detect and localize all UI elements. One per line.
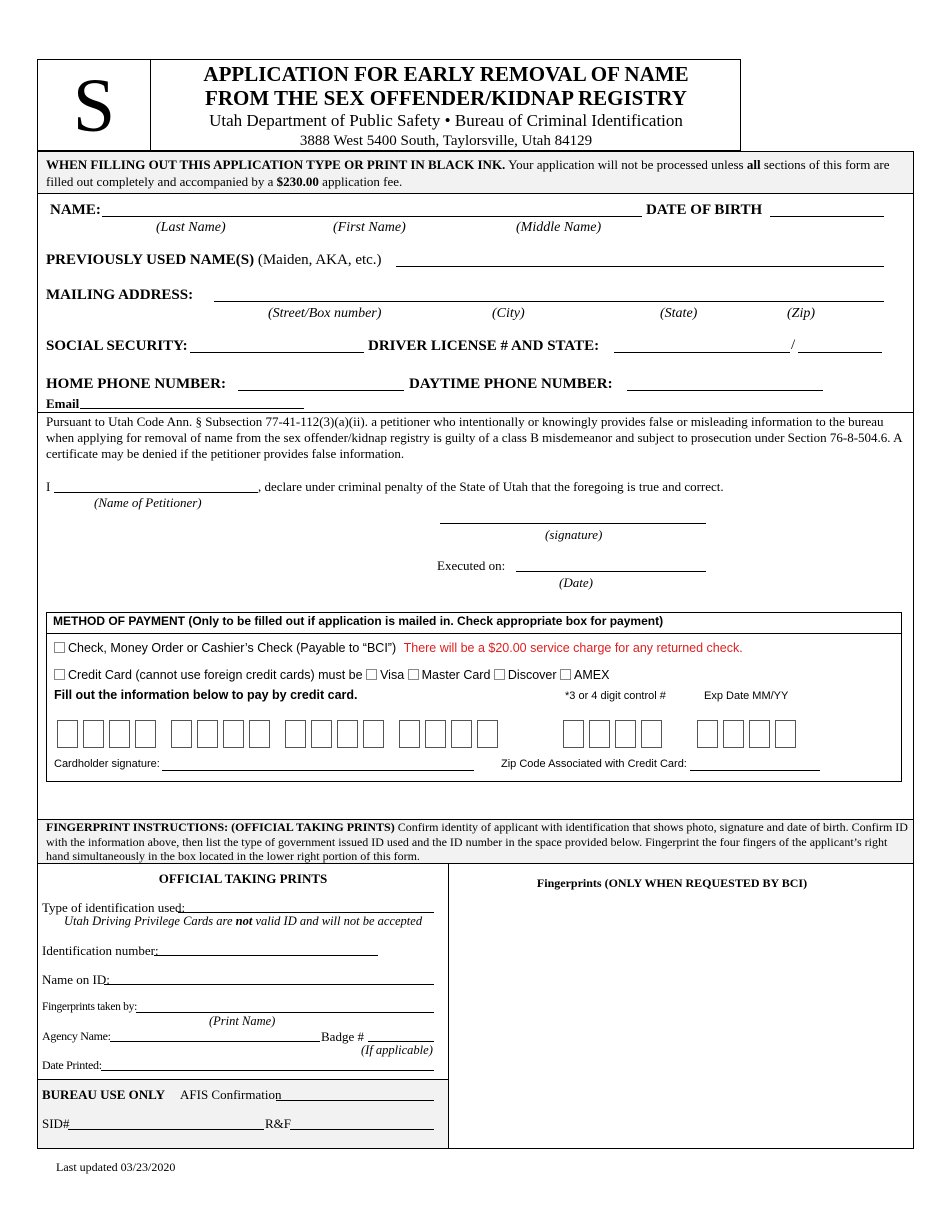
notice-text-a: Your application will not be processed unless xyxy=(505,157,747,172)
taken-by-label: Fingerprints taken by: xyxy=(42,1001,137,1013)
declare-text: , declare under criminal penalty of the State of Utah that the foregoing is true and correct. xyxy=(258,479,724,494)
day-phone-label: DAYTIME PHONE NUMBER: xyxy=(409,376,613,392)
last-updated: Last updated 03/23/2020 xyxy=(56,1160,176,1174)
visa-checkbox[interactable] xyxy=(366,669,377,680)
taken-by-field[interactable] xyxy=(136,1012,434,1013)
notice-text-b: sections of this form are filled out completely and accompanied by a xyxy=(46,157,890,189)
applicant-divider xyxy=(38,412,913,413)
date-printed-label: Date Printed: xyxy=(42,1058,102,1072)
if-applicable-caption: (If applicable) xyxy=(361,1043,433,1057)
card-zip-field[interactable] xyxy=(690,770,820,771)
dl-number-field[interactable] xyxy=(614,352,790,353)
middle-name-caption: (Middle Name) xyxy=(516,220,602,235)
card-number-digit[interactable] xyxy=(135,720,156,748)
last-name-text: Last Name xyxy=(160,220,221,235)
agency-label: Agency Name: xyxy=(42,1029,111,1043)
city-caption: (City) xyxy=(492,306,525,321)
home-phone-field[interactable] xyxy=(238,390,404,391)
cvv-label: *3 or 4 digit control # xyxy=(565,690,666,702)
check-warning: There will be a $20.00 service charge for any returned check. xyxy=(403,641,743,655)
prev-names-hint: (Maiden, AKA, etc.) xyxy=(257,252,382,268)
mailing-label: MAILING ADDRESS: xyxy=(46,287,194,303)
card-number-digit[interactable] xyxy=(83,720,104,748)
badge-field[interactable] xyxy=(368,1041,434,1042)
date-caption: (Date) xyxy=(559,575,593,590)
card-number-digit[interactable] xyxy=(249,720,270,748)
print-name-caption: (Print Name) xyxy=(209,1014,276,1028)
mastercard-checkbox[interactable] xyxy=(408,669,419,680)
official-divider xyxy=(448,864,449,1149)
card-number-digit[interactable] xyxy=(171,720,192,748)
fp-instructions-text: Confirm identity of applicant with identification that shows photo, signature and date of birth. Confirm ID with the information above, then list the type of government issued ID used and the ID number in the space provided below. Fingerprint the four fingers of the applicant’s right hand simultaneously in the box located in the lower right portion of this form. xyxy=(46,820,908,863)
id-number-field[interactable] xyxy=(154,955,378,956)
cardholder-label: Cardholder signature: xyxy=(54,758,160,770)
dob-label: DATE OF BIRTH xyxy=(646,202,763,218)
card-number-digit[interactable] xyxy=(451,720,472,748)
notice-text xyxy=(46,156,906,190)
mailing-label-text: MAILING ADDRESS xyxy=(46,287,189,303)
first-name-text: First Name xyxy=(337,220,402,235)
petitioner-caption: (Name of Petitioner) xyxy=(94,495,202,510)
cardholder-signature-field[interactable] xyxy=(162,770,474,771)
id-number-label: Identification number: xyxy=(42,943,159,958)
card-number-digit[interactable] xyxy=(57,720,78,748)
ssn-label: SOCIAL SECURITY: xyxy=(46,338,188,354)
agency-address: 3888 West 5400 South, Taylorsville, Utah 84129 xyxy=(299,133,593,149)
check-label: Check, Money Order or Cashier’s Check (Payable to “BCI”) xyxy=(68,641,397,655)
exp-digit[interactable] xyxy=(723,720,744,748)
state-caption: (State) xyxy=(660,306,698,321)
date-caption-text: Date xyxy=(563,575,589,590)
agency-name: Utah Department of Public Safety • Bureau of Criminal Identification xyxy=(209,111,683,130)
card-number-digit[interactable] xyxy=(197,720,218,748)
print-name-caption-text: Print Name xyxy=(213,1014,272,1028)
id-note-b: valid ID and will not be accepted xyxy=(252,914,423,928)
exp-digit[interactable] xyxy=(775,720,796,748)
state-text: State xyxy=(664,306,693,321)
form-title-line1: APPLICATION FOR EARLY REMOVAL OF NAME xyxy=(203,62,689,86)
notice-text-c: application fee. xyxy=(318,174,403,189)
form-title-line2: FROM THE SEX OFFENDER/KIDNAP REGISTRY xyxy=(205,86,687,110)
statute-text: Pursuant to Utah Code Ann. § Subsection 77-41-112(3)(a)(ii). a petitioner who intentionally or knowingly provides false or misleading information to the bureau when applying for removal of name from the sex offender/kidnap registry is guilty of a class B misdemeanor and subject to prosecution under Section 76-8-504.6. A certificate may be denied if the petitioner provides false information. xyxy=(46,414,902,461)
id-note xyxy=(64,914,422,929)
check-checkbox[interactable] xyxy=(54,642,65,653)
check-option[interactable] xyxy=(54,641,743,655)
home-phone-label: HOME PHONE NUMBER: xyxy=(46,376,226,392)
name-on-id-label: Name on ID: xyxy=(42,972,110,987)
bureau-label: BUREAU USE ONLY xyxy=(42,1087,166,1102)
last-name-caption: (Last Name) xyxy=(156,220,226,235)
visa-label: Visa xyxy=(380,668,405,682)
ssn-field[interactable] xyxy=(190,352,364,353)
sid-field[interactable] xyxy=(68,1129,264,1130)
city-text: City xyxy=(496,306,521,321)
mastercard-label: Master Card xyxy=(421,668,491,682)
dl-state-field[interactable] xyxy=(798,352,882,353)
card-number-digit[interactable] xyxy=(311,720,332,748)
name-field[interactable] xyxy=(102,216,642,217)
exp-label: Exp Date MM/YY xyxy=(704,690,789,702)
card-checkbox[interactable] xyxy=(54,669,65,680)
logo-letter: S xyxy=(72,64,116,148)
cvv-digit[interactable] xyxy=(641,720,662,748)
signature-caption: (signature) xyxy=(545,527,603,542)
petitioner-name-field[interactable] xyxy=(54,492,258,493)
afis-label: AFIS Confirmation xyxy=(180,1087,282,1102)
dl-label: DRIVER LICENSE # AND STATE: xyxy=(368,338,600,354)
id-note-a: Utah Driving Privilege Cards are xyxy=(64,914,236,928)
zip-text: Zip xyxy=(791,306,811,321)
prev-names-bold: PREVIOUSLY USED NAME(S) xyxy=(46,252,255,268)
rf-label: R&F xyxy=(265,1116,292,1131)
signature-caption-text: signature xyxy=(549,527,598,542)
home-phone-text: HOME PHONE NUMBER xyxy=(46,376,221,392)
email-label: Email xyxy=(46,396,80,411)
mailing-field[interactable] xyxy=(214,301,884,302)
card-number-digit[interactable] xyxy=(337,720,358,748)
discover-label: Discover xyxy=(507,668,557,682)
street-caption: (Street/Box number) xyxy=(268,306,382,321)
ssn-label-text: SOCIAL SECURITY xyxy=(46,338,183,354)
email-field[interactable] xyxy=(80,408,304,409)
cvv-digit[interactable] xyxy=(589,720,610,748)
dl-label-text: DRIVER LICENSE # AND STATE xyxy=(368,338,595,354)
petitioner-caption-text: Name of Petitioner xyxy=(98,495,198,510)
card-number-digit[interactable] xyxy=(477,720,498,748)
exp-digit[interactable] xyxy=(697,720,718,748)
name-label-text: NAME xyxy=(50,202,96,218)
cvv-digit[interactable] xyxy=(615,720,636,748)
card-option[interactable] xyxy=(54,668,609,682)
dl-separator: / xyxy=(791,337,796,353)
fingerprint-instructions xyxy=(46,820,908,864)
zip-caption: (Zip) xyxy=(787,306,816,321)
card-number-digit[interactable] xyxy=(223,720,244,748)
street-text: Street/Box number xyxy=(272,306,377,321)
badge-label: Badge # xyxy=(321,1029,364,1044)
zip-label: Zip Code Associated with Credit Card: xyxy=(501,758,687,770)
card-number-digit[interactable] xyxy=(363,720,384,748)
official-title: OFFICIAL TAKING PRINTS xyxy=(158,871,328,886)
agency-field[interactable] xyxy=(110,1041,320,1042)
amex-label: AMEX xyxy=(574,668,610,682)
sid-label: SID# xyxy=(42,1116,70,1131)
fp-instructions-bold: FINGERPRINT INSTRUCTIONS: (OFFICIAL TAKING PRINTS) xyxy=(46,820,395,834)
card-number-digit[interactable] xyxy=(109,720,130,748)
day-phone-field[interactable] xyxy=(627,390,823,391)
rf-field[interactable] xyxy=(290,1129,434,1130)
notice-fee: $230.00 xyxy=(276,174,319,189)
id-note-not: not xyxy=(235,914,253,928)
if-applicable-text: If applicable xyxy=(365,1043,429,1057)
exp-digit[interactable] xyxy=(749,720,770,748)
i-label: I xyxy=(46,479,51,494)
id-type-label: Type of identification used: xyxy=(42,900,186,915)
discover-checkbox[interactable] xyxy=(494,669,505,680)
card-label: Credit Card (cannot use foreign credit cards) must be xyxy=(68,668,363,682)
card-number-digit[interactable] xyxy=(399,720,420,748)
signature-field[interactable] xyxy=(440,523,706,524)
executed-date-field[interactable] xyxy=(516,571,706,572)
notice-bold: WHEN FILLING OUT THIS APPLICATION TYPE OR PRINT IN BLACK INK. xyxy=(46,157,506,172)
middle-name-text: Middle Name xyxy=(520,220,597,235)
amex-checkbox[interactable] xyxy=(560,669,571,680)
prev-names-field[interactable] xyxy=(396,266,884,267)
prev-names-label xyxy=(46,252,382,269)
date-printed-field[interactable] xyxy=(101,1070,434,1071)
card-number-digit[interactable] xyxy=(425,720,446,748)
name-on-id-field[interactable] xyxy=(104,984,434,985)
fingerprints-box-title: Fingerprints (ONLY WHEN REQUESTED BY BCI) xyxy=(536,876,808,890)
day-phone-text: DAYTIME PHONE NUMBER xyxy=(409,376,608,392)
declare-row xyxy=(46,479,50,495)
executed-label: Executed on: xyxy=(437,558,506,573)
card-number-digit[interactable] xyxy=(285,720,306,748)
cvv-digit[interactable] xyxy=(563,720,584,748)
fingerprint-area[interactable] xyxy=(450,895,912,1147)
card-instructions: Fill out the information below to pay by credit card. xyxy=(54,688,358,702)
first-name-caption: (First Name) xyxy=(333,220,406,235)
afis-field[interactable] xyxy=(276,1100,434,1101)
payment-title: METHOD OF PAYMENT (Only to be filled out if application is mailed in. Check appropriate box for payment) xyxy=(46,612,902,634)
id-type-field[interactable] xyxy=(178,912,434,913)
dob-field[interactable] xyxy=(770,216,884,217)
name-label: NAME: xyxy=(50,202,101,218)
notice-all: all xyxy=(746,157,761,172)
